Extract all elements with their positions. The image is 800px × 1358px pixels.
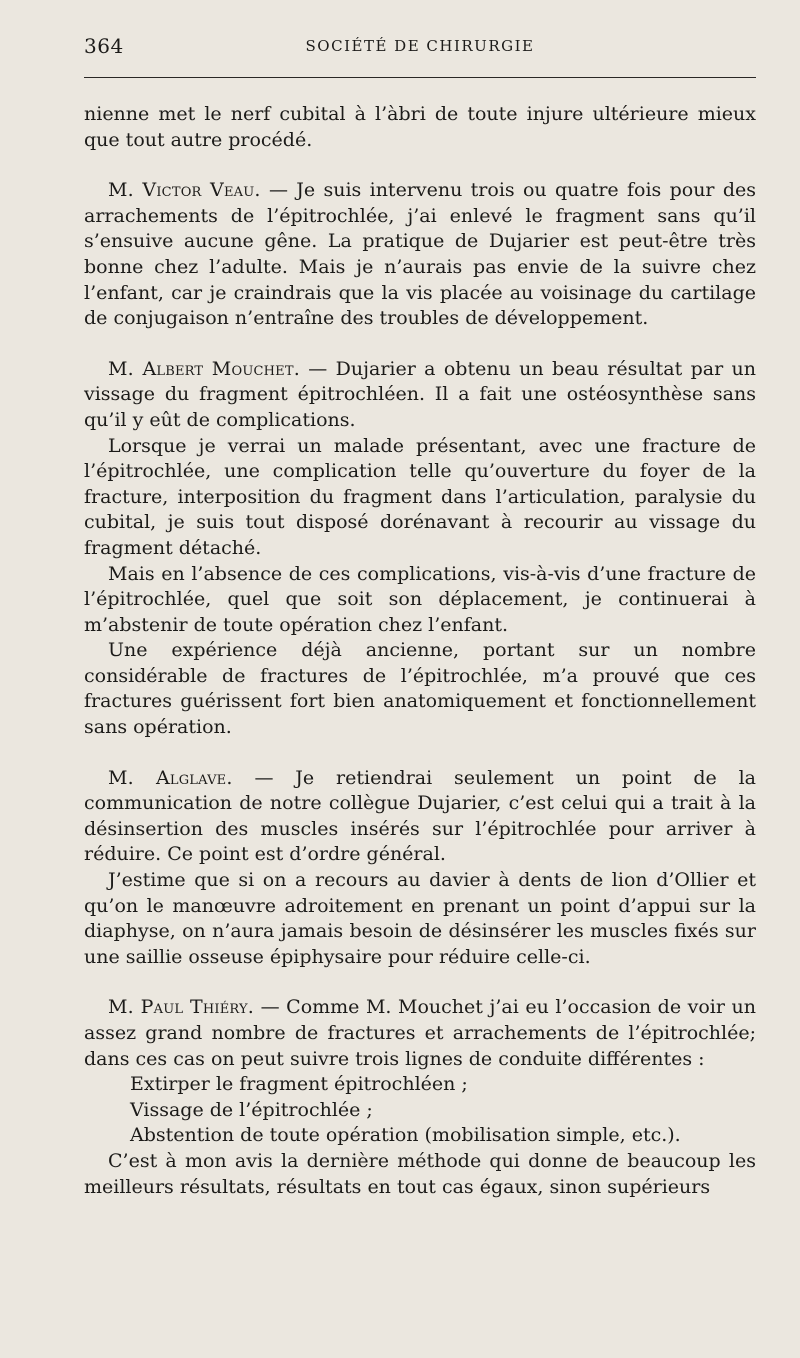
paragraph-text: — Comme M. Mouchet j’ai eu l’occasion de voir un assez grand nombre de fractures et arrachements de l’épitrochlée; dans ces cas on peut suivre trois lignes de conduite différentes :	[84, 996, 756, 1070]
paragraph-text: nienne met le nerf cubital à l’àbri de toute injure ultérieure mieux que tout autre procédé.	[84, 103, 756, 151]
page-header	[84, 0, 756, 78]
paragraph	[84, 868, 756, 970]
paragraph-text: — Je suis intervenu trois ou quatre fois pour des arrachements de l’épitrochlée, j’ai enlevé le fragment sans qu’il s’ensuive aucune gêne. La pratique de Dujarier est peut-être très bonne chez l’adulte. Mais je n’aurais pas envie de la suivre chez l’enfant, car je craindrais que la vis placée au voisinage du cartilage de conjugaison n’entraîne des troubles de développement.	[84, 179, 756, 330]
header-rule	[84, 77, 756, 78]
running-head: SOCIÉTÉ DE CHIRURGIE	[305, 37, 535, 55]
page-number: 364	[84, 34, 124, 58]
paragraph	[84, 562, 756, 639]
list-item	[84, 1098, 756, 1124]
paragraph-thiery	[84, 995, 756, 1072]
paragraph-text: — Je retiendrai seulement un point de la communication de notre collègue Dujarier, c’est celui qui a trait à la désinsertion des muscles insérés sur l’épitrochlée pour arriver à réduire. Ce point est d’ordre général.	[84, 766, 757, 866]
page-body	[84, 102, 756, 1200]
speaker-name: M. Victor Veau.	[108, 179, 261, 202]
paragraph	[84, 638, 756, 740]
paragraph-text: — Dujarier a obtenu un beau résultat par un vissage du fragment épitrochléen. Il a fait une ostéosynthèse sans qu’il y eût de complications.	[84, 357, 756, 431]
paragraph	[84, 434, 756, 562]
paragraph-text: J’estime que si on a recours au davier à dents de lion d’Ollier et qu’on le manœuvre adroitement en prenant un point d’appui sur la diaphyse, on n’aura jamais besoin de désinsérer les muscles fixés sur une saillie osseuse épiphysaire pour réduire celle-ci.	[84, 869, 756, 968]
speaker-name: M. Paul Thiéry.	[108, 996, 255, 1019]
list-item	[84, 1123, 756, 1149]
paragraph-veau	[84, 178, 756, 332]
speaker-name: M. Albert Mouchet.	[108, 357, 300, 380]
paragraph-continuation	[84, 102, 756, 153]
list-item	[84, 1072, 756, 1098]
speaker-name: M. Alglave.	[108, 766, 233, 789]
paragraph-text: Une expérience déjà ancienne, portant sur un nombre considérable de fractures de l’épitrochlée, m’a prouvé que ces fractures guérissent fort bien anatomiquement et fonctionnellement sans opération.	[84, 639, 756, 739]
paragraph	[84, 1149, 756, 1200]
list-item-text: Abstention de toute opération (mobilisation simple, etc.).	[130, 1124, 681, 1147]
paragraph-mouchet	[84, 357, 756, 434]
list-item-text: Extirper le fragment épitrochléen ;	[130, 1073, 468, 1096]
paragraph-text: C’est à mon avis la dernière méthode qui donne de beaucoup les meilleurs résultats, résultats en tout cas égaux, sinon supérieurs	[84, 1149, 756, 1198]
list-item-text: Vissage de l’épitrochlée ;	[130, 1098, 373, 1121]
paragraph-text: Lorsque je verrai un malade présentant, avec une fracture de l’épitrochlée, une complication telle qu’ouverture du foyer de la fracture, interposition du fragment dans l’articulation, paralysie du cubital, je suis tout disposé dorénavant à recourir au vissage du fragment détaché.	[84, 434, 756, 559]
paragraph-text: Mais en l’absence de ces complications, vis-à-vis d’une fracture de l’épitrochlée, quel que soit son déplacement, je continuerai à m’abstenir de toute opération chez l’enfant.	[84, 562, 756, 636]
paragraph-alglave	[84, 766, 756, 868]
